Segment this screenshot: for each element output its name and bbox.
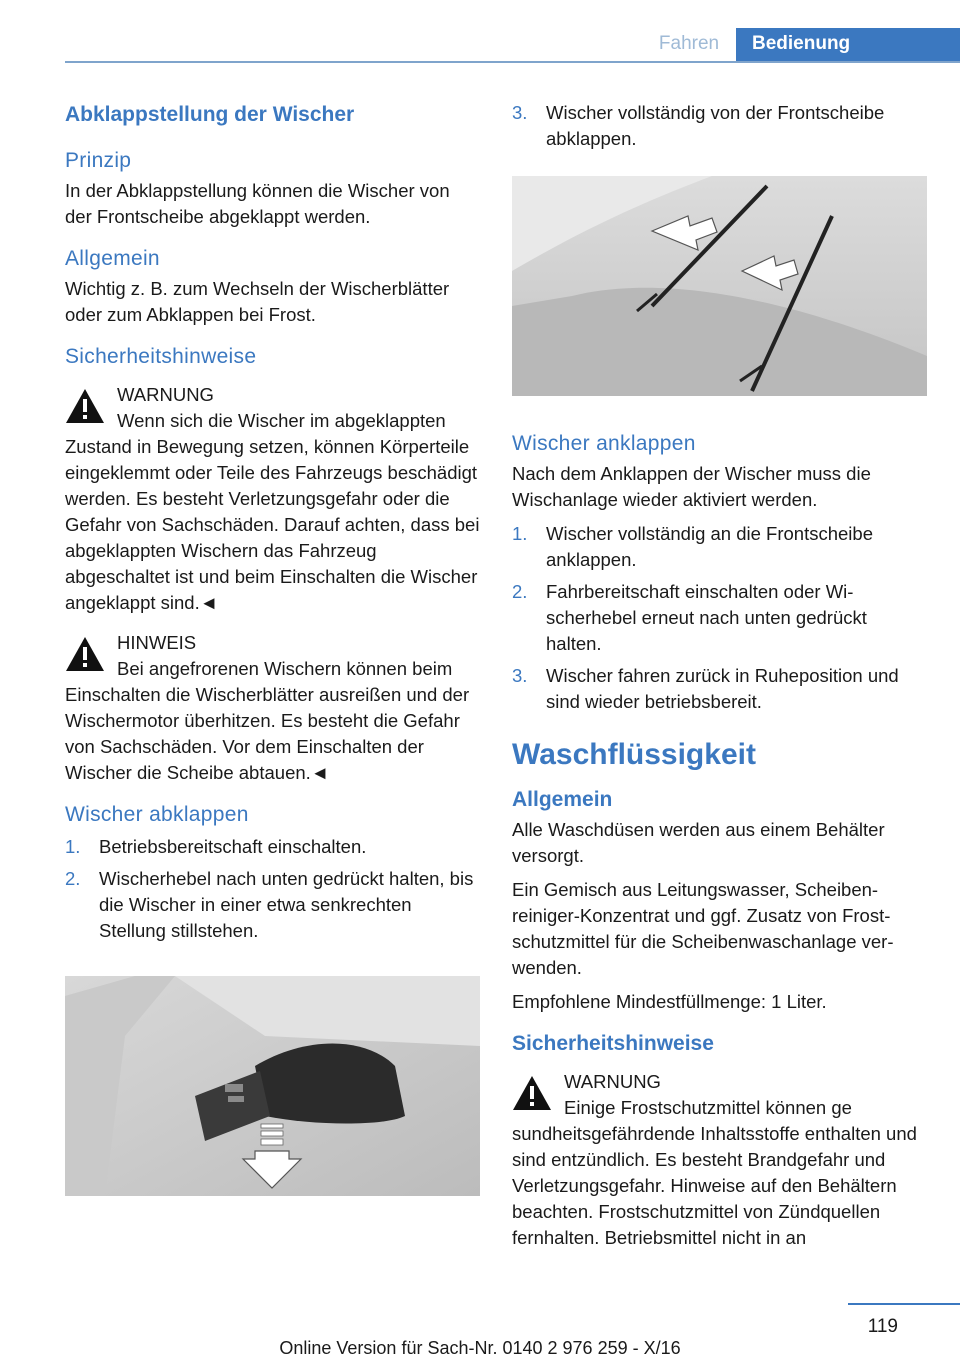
heading-allgemein: Allgemein — [65, 247, 160, 270]
step-number: 3. — [512, 102, 528, 123]
wasch-text-3: Empfohlene Mindestfüllmenge: 1 Liter. — [512, 991, 827, 1012]
list-item — [65, 866, 480, 944]
step-text: Wischer vollständig von der Frontscheibe abklappen. — [546, 102, 885, 149]
step-number: 3. — [512, 665, 528, 686]
anklappen-steps — [512, 521, 927, 715]
list-item — [512, 521, 927, 573]
windshield-wiper-photo — [512, 176, 927, 396]
notice-label: HINWEIS — [117, 632, 197, 653]
warning-text-first: Wenn sich die Wischer im abgeklappten — [117, 410, 446, 431]
header-divider — [65, 61, 960, 63]
step-text: Betriebsbereitschaft einschalten. — [99, 836, 367, 857]
left-column — [65, 100, 480, 1225]
warning-text: sundheitsgefährdende Inhaltsstoffe enthalten und sind entzündlich. Es besteht Brandgefahr und Verletzungsgefahr. Hinweise auf den Behältern beachten. Frostschutzmittel von Zündquellen fernhalten. Betriebsmittel nicht in an — [512, 1123, 917, 1248]
warning-block — [65, 382, 480, 616]
heading-wischer-anklappen: Wischer anklappen — [512, 432, 696, 455]
section-title: Abklappstellung der Wischer — [65, 103, 355, 126]
allgemein-text: Wichtig z. B. zum Wechseln der Wischerblätter oder zum Abklappen bei Frost. — [65, 278, 450, 325]
warning-text-first: Einige Frostschutzmittel können ge — [564, 1097, 852, 1118]
abklappen-steps — [65, 834, 480, 944]
footer-divider — [848, 1303, 960, 1305]
notice-text-first: Bei angefrorenen Wischern können beim — [117, 658, 453, 679]
step-text: Wischer fahren zurück in Ruheposition und sind wieder betriebsbereit. — [546, 665, 899, 712]
step-number: 1. — [65, 836, 81, 857]
list-item — [512, 663, 927, 715]
online-version-text[interactable]: Online Version für Sach-Nr. 0140 2 976 259 - X/16 — [279, 1338, 681, 1358]
heading-waschfluessigkeit: Waschflüssigkeit — [512, 738, 756, 771]
heading-sicherheitshinweise: Sicherheitshinweise — [65, 345, 257, 368]
warning-label: WARNUNG — [564, 1071, 661, 1092]
step-number: 2. — [512, 581, 528, 602]
step-text: Wischer vollständig an die Frontscheibe anklappen. — [546, 523, 873, 570]
right-column — [512, 100, 927, 1265]
list-item — [512, 579, 927, 657]
notice-block — [65, 630, 480, 786]
wasch-text-2: Ein Gemisch aus Leitungswasser, Scheibenreiniger-Konzentrat und ggf. Zusatz von Frostschutzmittel für die Scheibenwaschanlage verwenden. — [512, 879, 894, 978]
heading-wischer-abklappen: Wischer abklappen — [65, 803, 249, 826]
step-text: Fahrbereitschaft einschalten oder Wischerhebel erneut nach unten gedrückt halten. — [546, 581, 867, 654]
warning-triangle-icon — [65, 388, 105, 424]
warning-block — [512, 1069, 927, 1251]
warning-label: WARNUNG — [117, 384, 214, 405]
step-number: 2. — [65, 868, 81, 889]
heading-prinzip: Prinzip — [65, 149, 132, 172]
step-text: Wischerhebel nach unten gedrückt halten, bis die Wischer in einer etwa senkrechten Stellung stillstehen. — [99, 868, 474, 941]
step-number: 1. — [512, 523, 528, 544]
anklappen-text: Nach dem Anklappen der Wischer muss die Wischanlage wieder aktiviert werden. — [512, 463, 871, 510]
page-number: 119 — [867, 1316, 898, 1337]
warning-triangle-icon — [65, 636, 105, 672]
heading-allgemein: Allgemein — [512, 788, 613, 811]
tab-bedienung[interactable]: Bedienung — [736, 28, 960, 63]
warning-text: Zustand in Bewegung setzen, können Körperteile eingeklemmt oder Teile des Fahrzeugs beschädigt werden. Es besteht Verletzungsgefahr oder die Gefahr von Sachschäden. Darauf achten, dass bei abgeklappten Wischern das Fahrzeug abgeschaltet ist und beim Einschalten die Wischer angeklappt sind.◄ — [65, 436, 480, 613]
prinzip-text: In der Abklappstellung können die Wischer von der Frontscheibe abgeklappt werden. — [65, 180, 450, 227]
list-item — [65, 834, 480, 860]
wiper-lever-photo — [65, 976, 480, 1196]
heading-sicherheitshinweise: Sicherheitshinweise — [512, 1032, 714, 1055]
notice-text: Einschalten die Wischerblätter ausreißen und der Wischermotor überhitzen. Es besteht die Gefahr von Sachschäden. Vor dem Einschalten der Wischer die Scheibe abtauen.◄ — [65, 684, 470, 783]
tab-fahren[interactable]: Fahren — [658, 33, 720, 54]
page-header — [0, 28, 960, 62]
warning-triangle-icon — [512, 1075, 552, 1111]
wasch-text-1: Alle Waschdüsen werden aus einem Behälter versorgt. — [512, 819, 885, 866]
abklappen-steps-continued — [512, 100, 927, 152]
list-item — [512, 100, 927, 152]
